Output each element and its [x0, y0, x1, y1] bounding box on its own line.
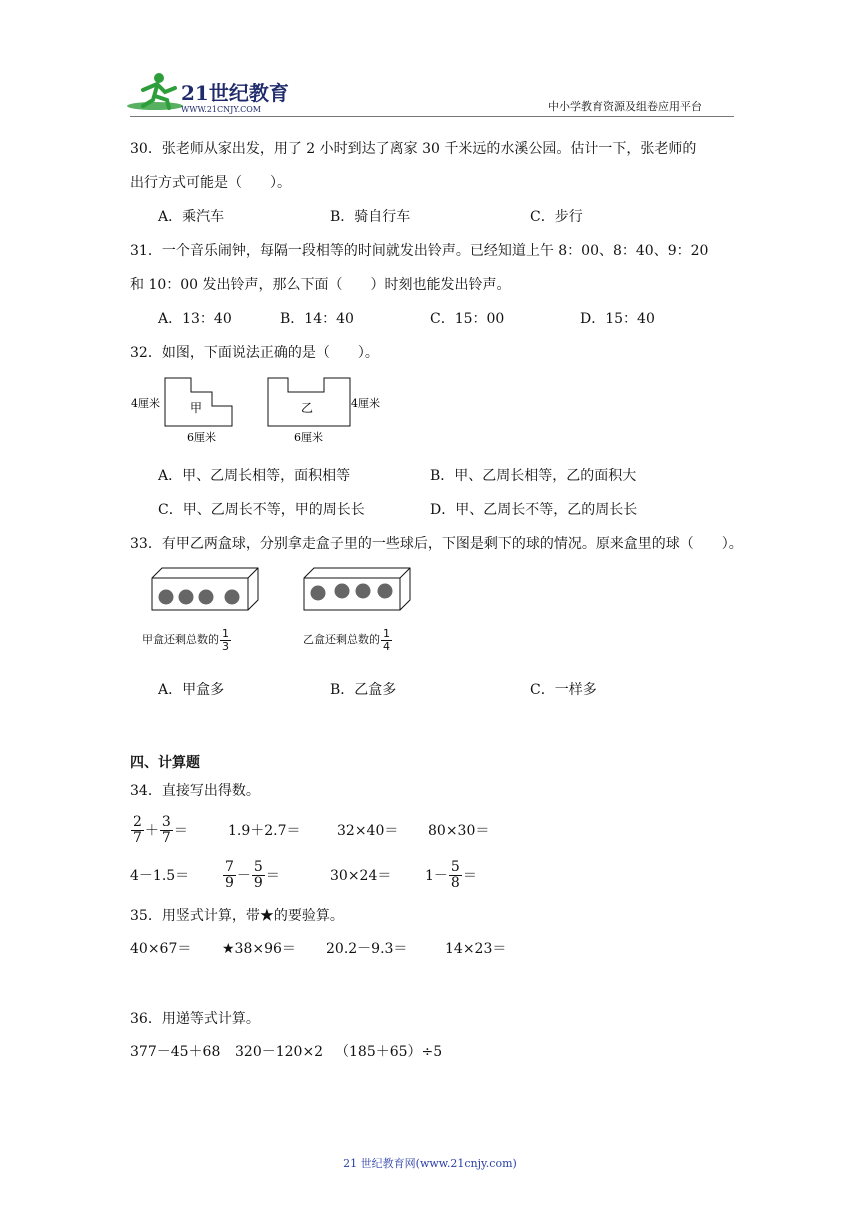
- q36-item2: 320－120×2: [235, 1044, 324, 1060]
- q31-option-a: A．13：40: [158, 311, 232, 327]
- q34-row1-item3: 32×40＝: [337, 823, 399, 839]
- ball: [356, 584, 371, 599]
- q34-line1: 34．直接写出得数。: [130, 783, 260, 799]
- q34-row2-item3: 30×24＝: [330, 868, 392, 884]
- q35-item4: 14×23＝: [445, 941, 507, 957]
- header-right-text: 中小学教育资源及组卷应用平台: [548, 100, 702, 113]
- shape-jia-height: 4厘米: [131, 397, 160, 410]
- q32-option-c: C．甲、乙周长不等，甲的周长长: [158, 502, 365, 518]
- q31-option-b: B．14：40: [280, 311, 354, 327]
- q32-line1: 32．如图，下面说法正确的是（ ）。: [130, 345, 379, 361]
- q32-option-b: B．甲、乙周长相等，乙的面积大: [430, 468, 637, 484]
- q32-option-d: D．甲、乙周长不等，乙的周长长: [430, 502, 638, 518]
- q30-line2: 出行方式可能是（ ）。: [130, 175, 291, 191]
- ball: [179, 590, 194, 605]
- ball: [199, 590, 214, 605]
- q30-option-b: B．骑自行车: [330, 209, 411, 225]
- shape-yi-width: 6厘米: [294, 431, 323, 444]
- q30-line1: 30．张老师从家出发，用了 2 小时到达了离家 30 千米远的水溪公园。估计一下，张老师的: [130, 141, 697, 157]
- q35-item1: 40×67＝: [130, 941, 192, 957]
- q34-row2-item2: $\frac{7}{9}$ － $\frac{5}{9}$ ＝: [225, 858, 280, 891]
- q35-line1: 35．用竖式计算，带★的要验算。: [130, 908, 344, 924]
- box-jia-num: 1: [222, 627, 229, 640]
- shape-yi-height: 4厘米: [351, 397, 380, 410]
- logo: [125, 70, 290, 116]
- q34-row1-item4: 80×30＝: [428, 823, 490, 839]
- q33-option-a: A．甲盒多: [158, 682, 225, 698]
- logo-text: 21世纪教育: [181, 81, 289, 105]
- box-yi-num: 1: [383, 627, 390, 640]
- q30-option-c: C．步行: [530, 209, 583, 225]
- box-jia-den: 3: [222, 639, 229, 653]
- ball: [335, 584, 350, 599]
- box-yi-caption: 乙盒还剩总数的 $\frac{1}{4}$: [303, 627, 390, 653]
- header-divider: [130, 116, 734, 117]
- q33-option-b: B．乙盒多: [330, 682, 397, 698]
- q35-item2: ★38×96＝: [222, 941, 296, 957]
- q36-item3: （185＋65）÷5: [335, 1044, 443, 1060]
- q32-figure: [128, 374, 388, 446]
- q35-item3: 20.2－9.3＝: [326, 941, 408, 957]
- q34-row1-item1: $\frac{2}{7}$ ＋ $\frac{3}{7}$ ＝: [133, 813, 188, 846]
- q31-option-d: D．15：40: [580, 311, 655, 327]
- shape-jia-label: 甲: [190, 401, 203, 415]
- q36-item1: 377－45＋68: [130, 1044, 221, 1060]
- box-jia-caption: 甲盒还剩总数的 $\frac{1}{3}$: [142, 627, 229, 653]
- box-yi: [300, 566, 415, 612]
- q31-line1: 31．一个音乐闹钟，每隔一段相等的时间就发出铃声。已经知道上午 8：00、8：40、9：20: [130, 243, 709, 259]
- box-yi-den: 4: [383, 639, 390, 653]
- q34-row2-item4: 1－ $\frac{5}{8}$ ＝: [425, 858, 477, 891]
- q31-line2: 和 10：00 发出铃声，那么下面（ ）时刻也能发出铃声。: [130, 277, 511, 293]
- q33-line1: 33．有甲乙两盒球，分别拿走盒子里的一些球后，下图是剩下的球的情况。原来盒里的球（ ）。: [130, 536, 743, 552]
- ball: [311, 586, 326, 601]
- footer-text: 21 世纪教育网(www.21cnjy.com): [343, 1157, 517, 1170]
- q32-option-a: A．甲、乙周长相等，面积相等: [158, 468, 351, 484]
- logo-runner-icon: [125, 70, 290, 116]
- q33-option-c: C．一样多: [530, 682, 597, 698]
- q34-row1-item2: 1.9＋2.7＝: [228, 823, 301, 839]
- shape-yi-label: 乙: [301, 401, 314, 415]
- q31-option-c: C．15：00: [430, 311, 505, 327]
- ball: [225, 590, 240, 605]
- q36-line1: 36．用递等式计算。: [130, 1011, 260, 1027]
- q34-row2-item1: 4－1.5＝: [130, 868, 190, 884]
- ball: [378, 584, 393, 599]
- shape-jia-width: 6厘米: [187, 431, 216, 444]
- section-title: 四、计算题: [130, 755, 200, 771]
- logo-url-text: WWW.21CNJY.COM: [181, 105, 261, 114]
- ball: [159, 590, 174, 605]
- q30-option-a: A．乘汽车: [158, 209, 225, 225]
- box-jia: [148, 566, 263, 612]
